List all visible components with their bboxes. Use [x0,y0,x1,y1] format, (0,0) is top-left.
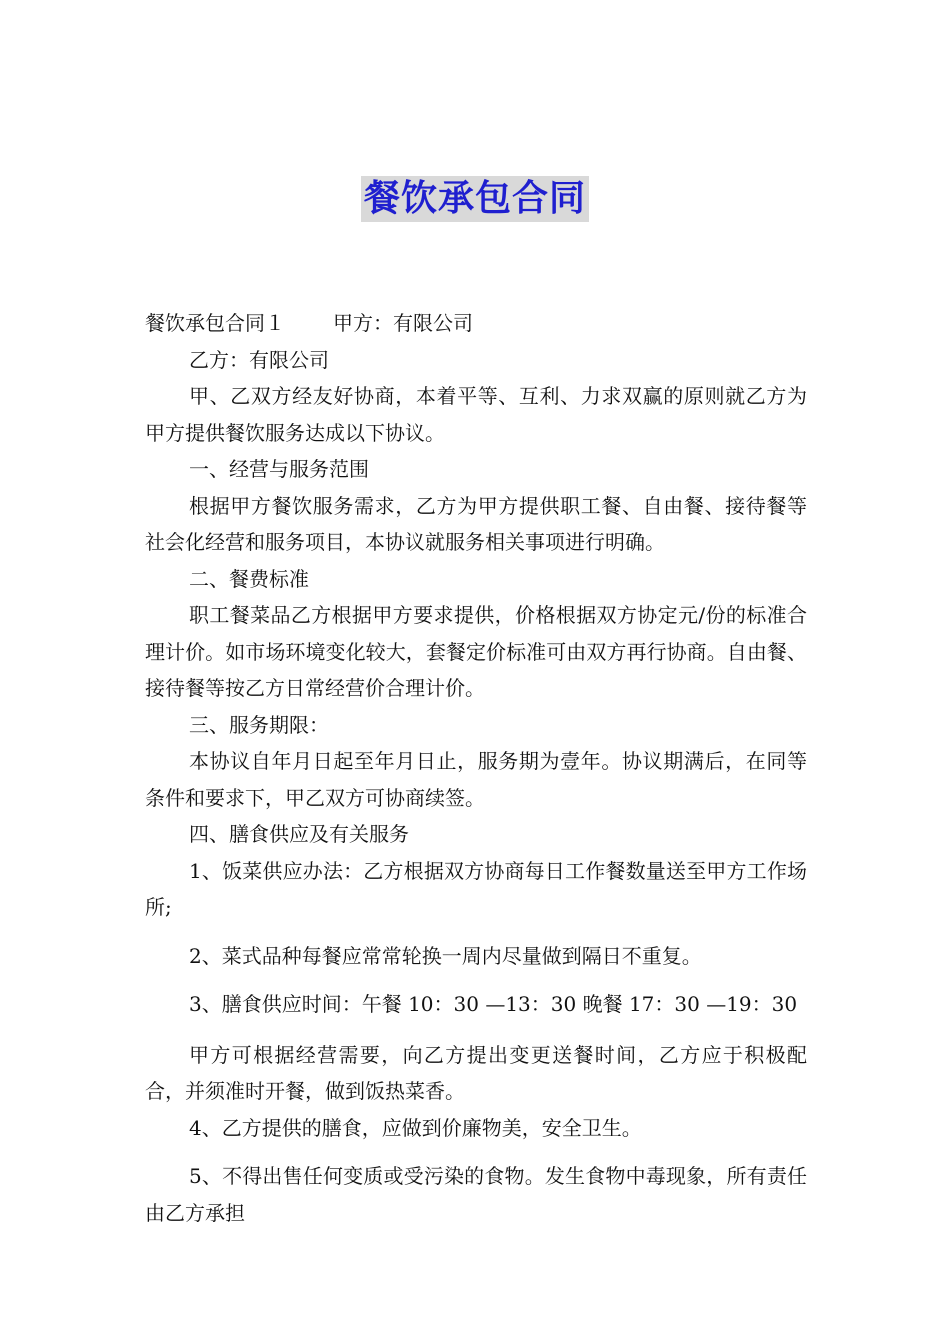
document-title-wrap [0,176,950,222]
section-heading-fees: 二、餐费标准 [189,566,309,591]
meals-item-3: 3、膳食供应时间：午餐 10：30 —13：30 晚餐 17：30 —19：30 [189,992,798,1016]
meals-time-note: 甲方可根据经营需要，向乙方提出变更送餐时间，乙方应于积极配合，并须准时开餐，做到饭热菜香。 [145,1042,807,1103]
preamble-paragraph: 甲、乙双方经友好协商，本着平等、互利、力求双赢的原则就乙方为甲方提供餐饮服务达成以下协议。 [145,384,807,445]
meals-item-1: 1、饭菜供应办法：乙方根据双方协商每日工作餐数量送至甲方工作场所; [145,858,807,919]
section-heading-meals: 四、膳食供应及有关服务 [189,822,409,846]
contract-heading-line [145,305,807,342]
section-heading-scope: 一、经营与服务范围 [189,457,369,481]
contract-number: 餐饮承包合同１ [145,311,285,335]
meals-item-2: 2、菜式品种每餐应常常轮换一周内尽量做到隔日不重复。 [189,943,702,968]
meals-item-4: 4、乙方提供的膳食，应做到价廉物美，安全卫生。 [189,1115,642,1140]
meals-item-5: 5、不得出售任何变质或受污染的食物。发生食物中毒现象，所有责任由乙方承担 [145,1164,807,1225]
fees-paragraph: 职工餐菜品乙方根据甲方要求提供，价格根据双方协定元/份的标准合理计价。如市场环境变化较大，套餐定价标准可由双方再行协商。自由餐、接待餐等按乙方日常经营价合理计价。 [145,603,807,700]
term-paragraph: 本协议自年月日起至年月日止，服务期为壹年。协议期满后，在同等条件和要求下，甲乙双方可协商续签。 [145,749,807,810]
document-title: 餐饮承包合同 [361,176,589,222]
party-b: 乙方：有限公司 [189,347,329,372]
party-a: 甲方：有限公司 [333,311,473,335]
scope-paragraph: 根据甲方餐饮服务需求，乙方为甲方提供职工餐、自由餐、接待餐等社会化经营和服务项目，本协议就服务相关事项进行明确。 [145,493,807,554]
section-heading-term: 三、服务期限： [189,712,329,737]
document-body [145,305,807,1231]
